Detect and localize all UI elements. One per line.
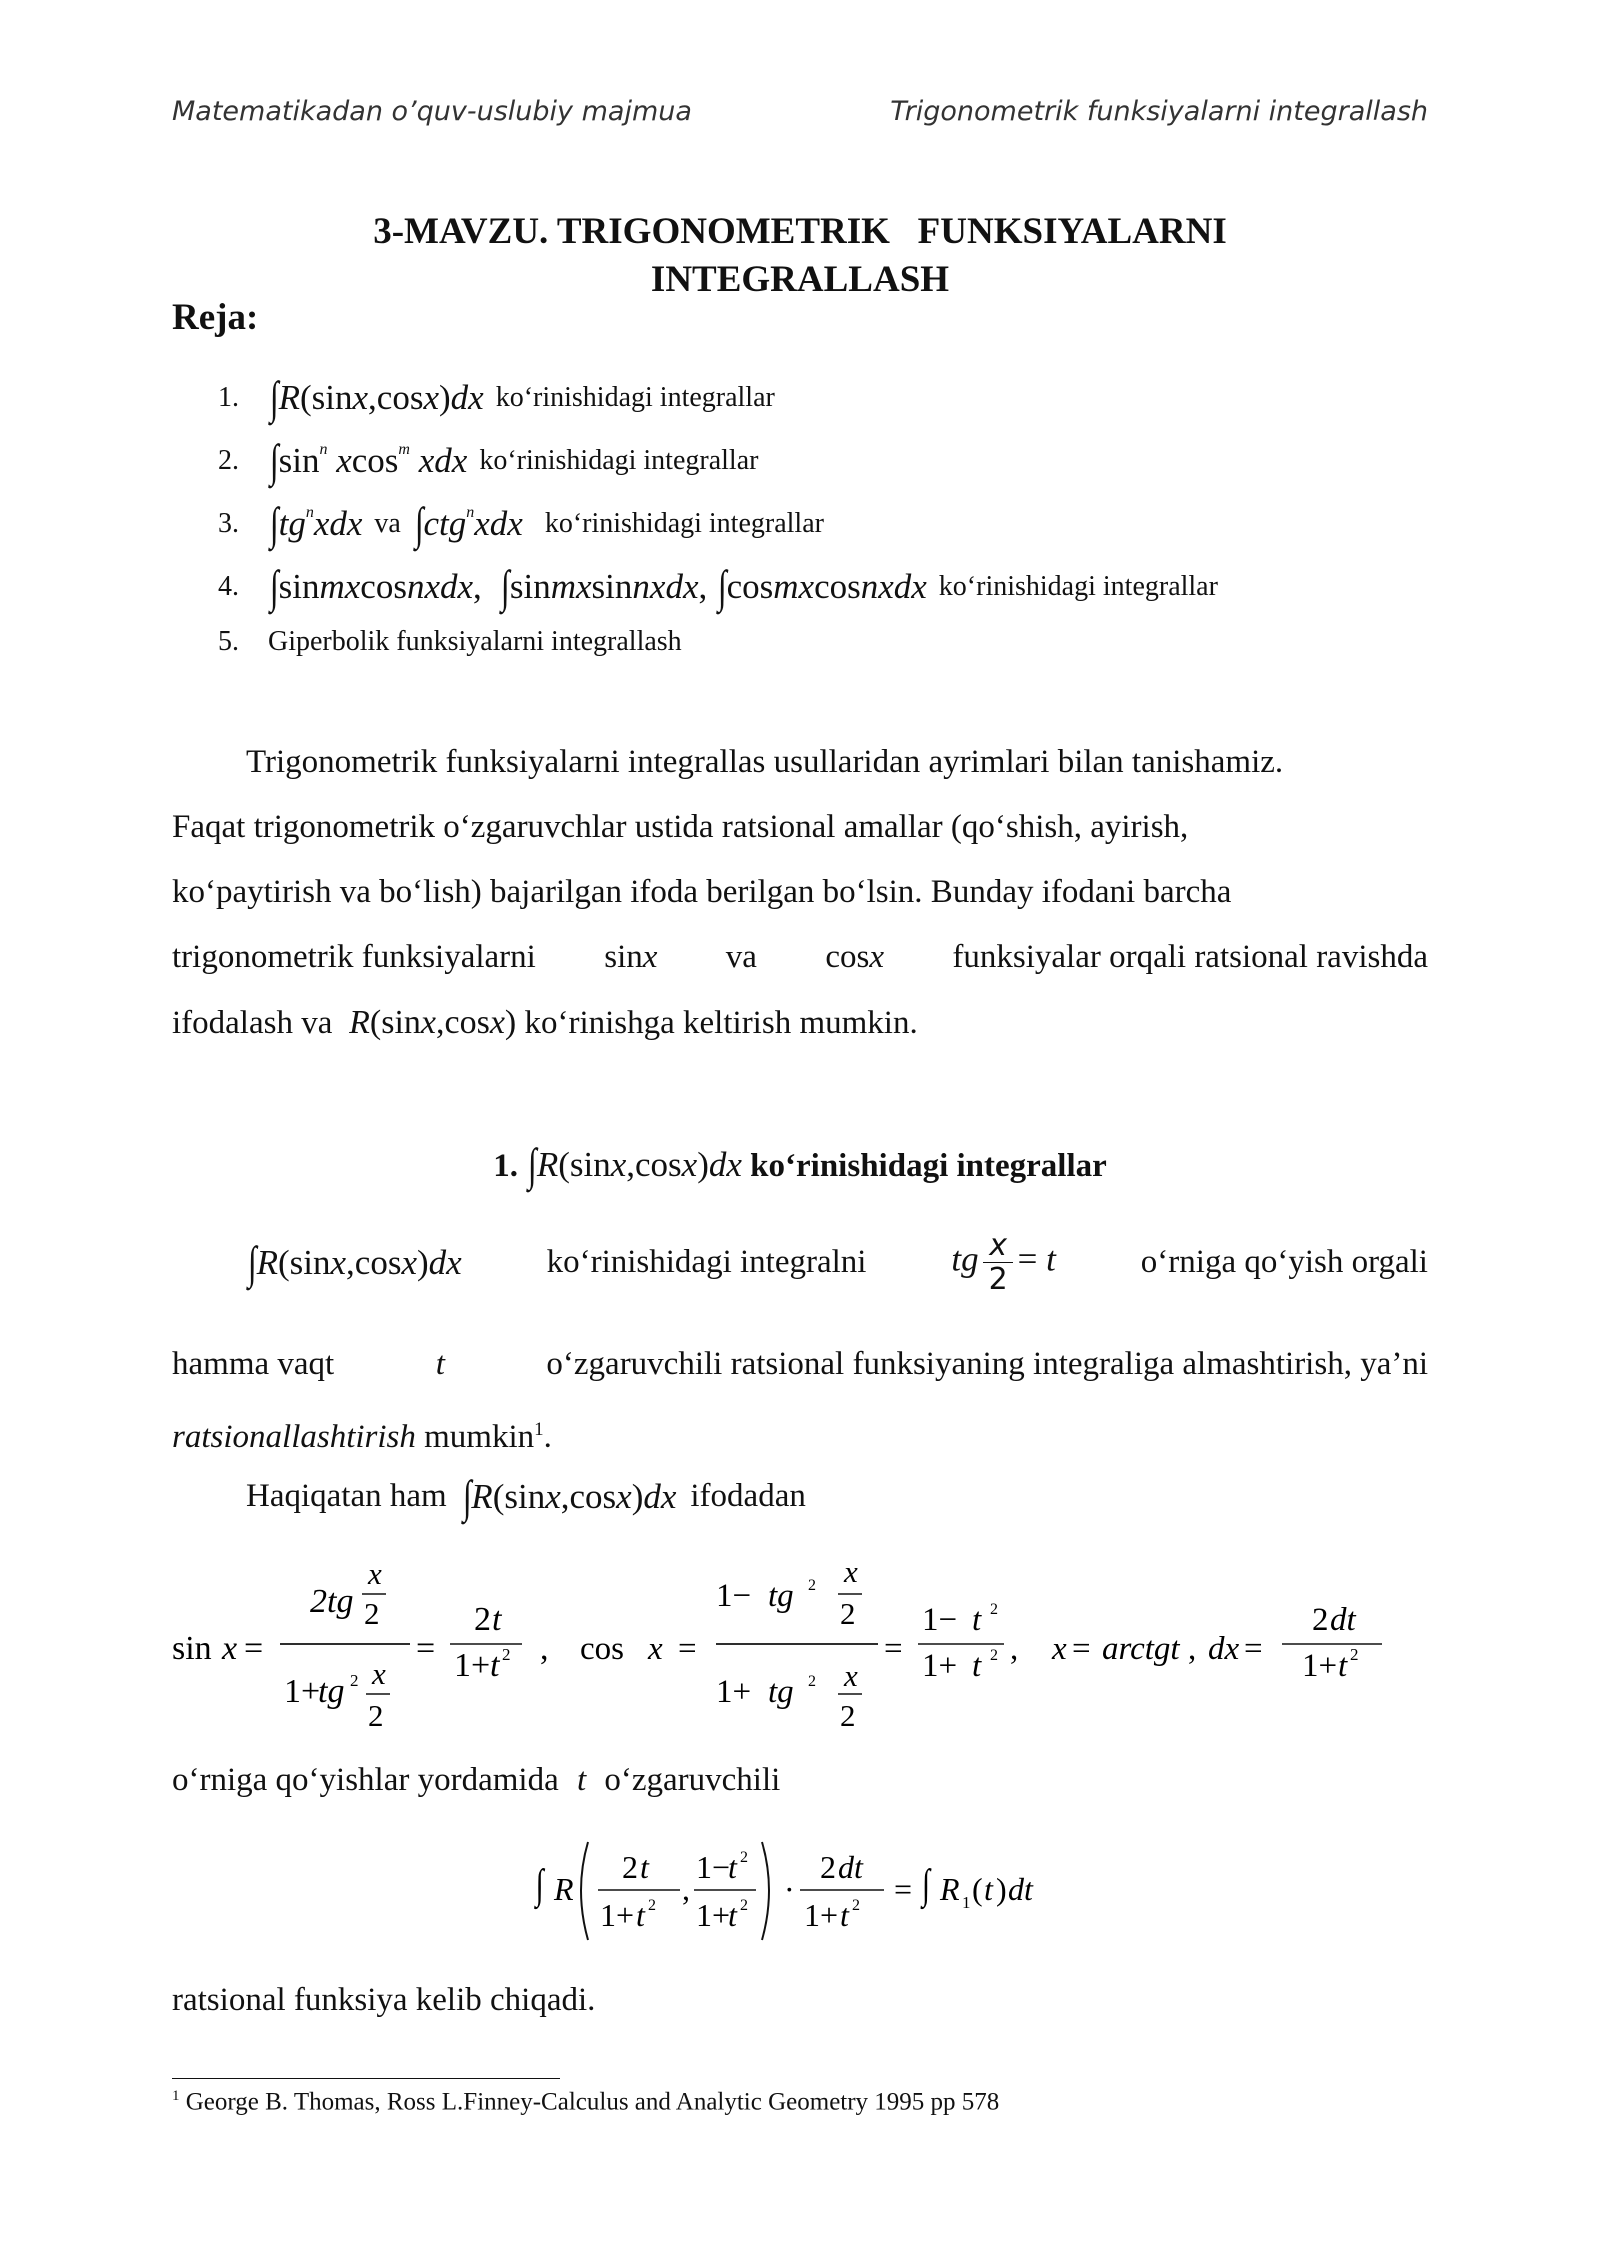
plan-item-5 xyxy=(218,618,1218,666)
plan-number: 5. xyxy=(218,626,239,657)
body-text: hamma vaqt xyxy=(172,1346,335,1382)
plan-item-connector: va xyxy=(374,507,401,539)
svg-text:2: 2 xyxy=(648,1897,656,1914)
formula: ∫ctg$^n$xdx xyxy=(414,498,523,549)
svg-text:1: 1 xyxy=(962,1893,971,1912)
page-title xyxy=(172,208,1428,304)
plan-number: 1. xyxy=(218,381,239,413)
svg-text:2tg: 2tg xyxy=(310,1583,354,1620)
formula: t xyxy=(576,1762,587,1798)
formula: tg $\frac{x}{2}$ = t xyxy=(951,1227,1056,1297)
intro-text: funksiyalar orqali ratsional ravishda xyxy=(952,939,1428,975)
svg-text:t: t xyxy=(840,1897,849,1933)
svg-text:,: , xyxy=(540,1630,549,1667)
svg-text:2: 2 xyxy=(820,1849,836,1885)
svg-text:∫: ∫ xyxy=(535,1860,544,1908)
svg-text:=: = xyxy=(1072,1631,1091,1667)
footnote-divider xyxy=(172,2078,560,2079)
section-title: ko‘rinishidagi integrallar xyxy=(750,1148,1107,1184)
svg-text:=: = xyxy=(1244,1631,1263,1667)
body-line-2 xyxy=(172,1332,1428,1397)
formula: $\int tg^nxdx$ xyxy=(269,498,363,549)
svg-text:·: · xyxy=(784,1871,795,1907)
intro-line: Trigonometrik funksiyalarni integrallas usullaridan ayrimlari bilan tanishamiz. xyxy=(246,744,1284,780)
svg-text:arctgt: arctgt xyxy=(1102,1631,1180,1667)
formula: sinx xyxy=(604,939,658,975)
svg-text:2: 2 xyxy=(990,1647,998,1664)
body-text: mumkin xyxy=(424,1419,535,1455)
svg-text:t: t xyxy=(490,1647,500,1684)
plan-item-text: ko‘rinishidagi integrallar xyxy=(544,507,824,539)
svg-text:1+: 1+ xyxy=(696,1897,731,1933)
svg-text:t: t xyxy=(640,1849,649,1885)
footnote-text: George B. Thomas, Ross L.Finney-Calculus and Analytic Geometry 1995 pp 578 xyxy=(185,2088,1000,2116)
svg-text:R: R xyxy=(554,1871,574,1907)
svg-text:=: = xyxy=(678,1631,697,1667)
svg-text:sin: sin xyxy=(172,1630,212,1667)
svg-text:t: t xyxy=(636,1897,645,1933)
svg-text:1+: 1+ xyxy=(600,1897,635,1933)
title-line-2: INTEGRALLASH xyxy=(650,259,950,300)
body-line-6: ratsional funksiya kelib chiqadi. xyxy=(172,1982,596,2018)
svg-text:dt: dt xyxy=(838,1849,863,1885)
svg-text:R: R xyxy=(940,1871,960,1907)
svg-text:2: 2 xyxy=(740,1849,748,1866)
svg-text:1−: 1− xyxy=(696,1849,731,1885)
svg-text:2: 2 xyxy=(368,1698,384,1733)
section-heading xyxy=(172,1138,1428,1191)
svg-text:2: 2 xyxy=(350,1671,359,1690)
formula: ∫R(sinx,cosx)dx xyxy=(247,1236,462,1288)
intro-line xyxy=(172,990,1428,1056)
body-text: ratsionallashtirish xyxy=(172,1419,416,1455)
section-number: 1. xyxy=(493,1148,518,1184)
formula: ∫sinmxcosnxdx, ∫sinmxsinnxdx, ∫cosmxcosnxdx xyxy=(269,561,927,612)
svg-text:=: = xyxy=(884,1631,903,1667)
intro-paragraph xyxy=(172,730,1428,1056)
formula: R(sinx,cosx) xyxy=(349,1004,517,1041)
plan-item-text: ko‘rinishidagi integrallar xyxy=(938,570,1218,602)
body-text: o‘rniga qo‘yish orgali xyxy=(1140,1243,1428,1280)
rational-integral-formula xyxy=(530,1828,1130,1958)
svg-text:cos: cos xyxy=(580,1631,624,1667)
svg-text:(: ( xyxy=(972,1871,983,1907)
body-text: Haqiqatan ham xyxy=(246,1477,447,1514)
svg-text:t: t xyxy=(728,1849,737,1885)
intro-line: ko‘paytirish va bo‘lish) bajarilgan ifoda berilgan bo‘lsin. Bunday ifodani barcha xyxy=(172,874,1232,910)
substitution-formulas xyxy=(172,1552,1428,1742)
svg-text:2: 2 xyxy=(808,1577,816,1594)
body-line-3: ratsionallashtirish mumkin$^1$. xyxy=(172,1419,552,1455)
svg-text:t: t xyxy=(492,1601,502,1638)
svg-text:t: t xyxy=(1338,1648,1348,1684)
svg-text:1+: 1+ xyxy=(922,1648,958,1684)
formula: ∫R(sinx,cosx)dx xyxy=(269,372,484,423)
header-left: Matematikadan o’quv-uslubiy majmua xyxy=(172,96,692,127)
svg-text:tg: tg xyxy=(768,1674,794,1710)
plan-number: 2. xyxy=(218,444,239,476)
svg-text:2: 2 xyxy=(840,1596,856,1631)
footnote-mark: 1 xyxy=(172,2088,180,2104)
body-text: o‘zgaruvchili ratsional funksiyaning integraliga almashtirish, ya’ni xyxy=(546,1346,1428,1382)
intro-text: va xyxy=(725,939,757,975)
svg-text:tg: tg xyxy=(768,1578,794,1614)
body-text: ifodadan xyxy=(690,1477,806,1514)
svg-text:2: 2 xyxy=(502,1645,511,1664)
intro-text: trigonometrik funksiyalarni xyxy=(172,939,536,975)
intro-line xyxy=(172,925,1428,990)
svg-text:t: t xyxy=(728,1897,737,1933)
body-line-1 xyxy=(246,1222,1428,1302)
svg-text:2: 2 xyxy=(740,1897,748,1914)
svg-text:tg: tg xyxy=(318,1673,345,1710)
footnote xyxy=(172,2088,999,2116)
formula: ∫R(sinx,cosx)dx xyxy=(528,1139,742,1190)
formula: cosx xyxy=(825,939,884,975)
formula: ∫R(sinx,cosx)dx xyxy=(462,1470,677,1522)
svg-text:): ) xyxy=(996,1871,1007,1907)
svg-text:,: , xyxy=(682,1871,690,1907)
svg-text:x: x xyxy=(372,1656,386,1691)
plan-number: 3. xyxy=(218,507,239,539)
svg-text:dt: dt xyxy=(1330,1602,1356,1638)
svg-text:x: x xyxy=(844,1554,858,1589)
body-text: o‘zgaruvchili xyxy=(604,1762,781,1798)
svg-text:x: x xyxy=(844,1658,858,1693)
svg-text:,: , xyxy=(1188,1631,1197,1667)
svg-text:1+: 1+ xyxy=(454,1647,491,1684)
body-line-5 xyxy=(172,1762,780,1799)
svg-text:2: 2 xyxy=(364,1596,380,1631)
intro-line: Faqat trigonometrik o‘zgaruvchlar ustida ratsional amallar (qo‘shish, ayirish, xyxy=(172,809,1189,845)
formula: $\int\sin^n$ xcos$^m$ xdx xyxy=(269,435,468,486)
svg-text:=: = xyxy=(244,1630,264,1667)
svg-text:=: = xyxy=(894,1871,913,1907)
header-right: Trigonometrik funksiyalarni integrallash xyxy=(890,96,1428,127)
svg-text:1−: 1− xyxy=(716,1578,752,1614)
svg-text:2: 2 xyxy=(840,1698,856,1733)
svg-text:2: 2 xyxy=(808,1673,816,1690)
plan-list xyxy=(218,366,1218,666)
svg-text:x: x xyxy=(1052,1631,1067,1667)
plan-item-2 xyxy=(218,429,1218,492)
svg-text:x: x xyxy=(648,1631,663,1667)
plan-item-1 xyxy=(218,366,1218,429)
body-paragraph xyxy=(172,1332,1428,1470)
body-text: o‘rniga qo‘yishlar yordamida xyxy=(172,1762,559,1798)
svg-text:∫: ∫ xyxy=(922,1860,931,1908)
svg-text:2: 2 xyxy=(622,1849,638,1885)
svg-text:dt: dt xyxy=(1008,1871,1033,1907)
svg-text:1−: 1− xyxy=(922,1602,958,1638)
plan-item-text: ko‘rinishidagi integrallar xyxy=(479,444,759,476)
plan-item-text: Giperbolik funksiyalarni integrallash xyxy=(268,626,682,657)
svg-text:t: t xyxy=(984,1871,993,1907)
svg-text:t: t xyxy=(972,1602,982,1638)
svg-text:1+: 1+ xyxy=(804,1897,839,1933)
svg-text:dx: dx xyxy=(1208,1631,1240,1667)
svg-text:1+: 1+ xyxy=(284,1673,321,1710)
svg-text:t: t xyxy=(972,1648,982,1684)
plan-item-text: ko‘rinishidagi integrallar xyxy=(495,381,775,413)
body-text: ko‘rinishidagi integralni xyxy=(546,1243,867,1280)
svg-text:x: x xyxy=(222,1630,238,1667)
intro-text: ifodalash va xyxy=(172,1005,333,1041)
intro-text: ko‘rinishga keltirish mumkin. xyxy=(524,1005,918,1041)
footnote-ref: 1 xyxy=(534,1419,544,1440)
title-line-1: 3-MAVZU. TRIGONOMETRIK FUNKSIYALARNI xyxy=(373,211,1227,252)
plan-heading: Reja: xyxy=(172,297,259,338)
svg-text:1+: 1+ xyxy=(716,1674,752,1710)
svg-text:2: 2 xyxy=(1312,1602,1329,1638)
svg-text:1+: 1+ xyxy=(1302,1648,1338,1684)
svg-text:2: 2 xyxy=(852,1897,860,1914)
svg-text:2: 2 xyxy=(990,1601,998,1618)
svg-text:2: 2 xyxy=(1350,1645,1359,1664)
svg-text:,: , xyxy=(1010,1631,1019,1667)
svg-text:=: = xyxy=(416,1630,436,1667)
body-line-4 xyxy=(246,1466,806,1526)
plan-item-3 xyxy=(218,492,1218,555)
formula: t xyxy=(435,1346,445,1382)
plan-number: 4. xyxy=(218,570,239,602)
svg-text:x: x xyxy=(368,1556,382,1591)
plan-item-4 xyxy=(218,555,1218,618)
svg-text:2: 2 xyxy=(474,1601,491,1638)
